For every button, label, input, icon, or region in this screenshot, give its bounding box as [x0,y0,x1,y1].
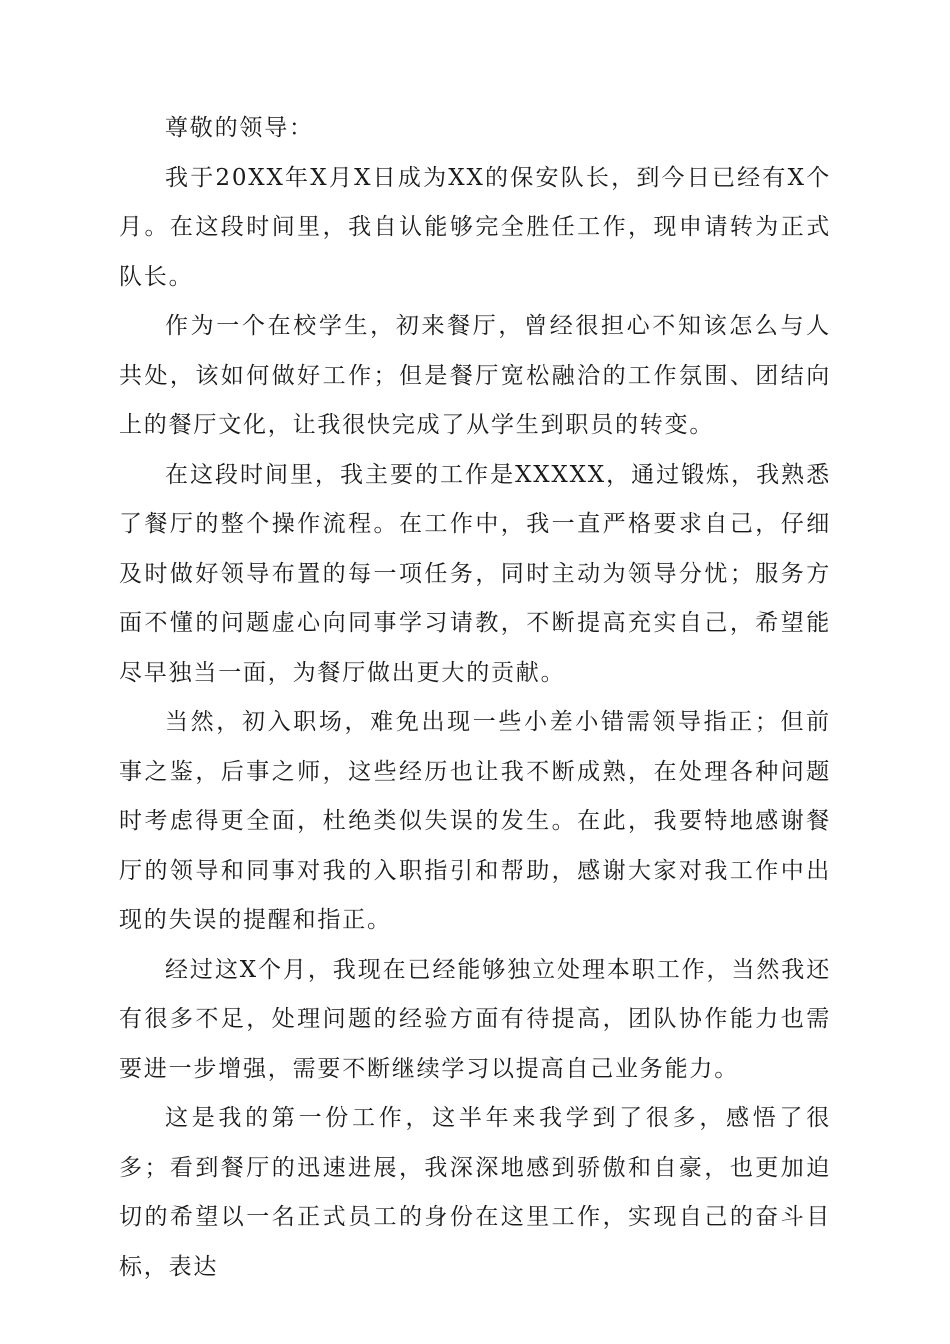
paragraph-3: 在这段时间里，我主要的工作是XXXXX，通过锻炼，我熟悉了餐厅的整个操作流程。在工作中，我一直严格要求自己，仔细及时做好领导布置的每一项任务，同时主动为领导分忧；服务方面不懂的问题虚心向同事学习请教，不断提高充实自己，希望能尽早独当一面，为餐厅做出更大的贡献。 [119,461,831,686]
paragraph-5: 经过这X个月，我现在已经能够独立处理本职工作，当然我还有很多不足，处理问题的经验方面有待提高，团队协作能力也需要进一步增强，需要不断继续学习以提高自己业务能力。 [119,956,831,1082]
paragraph-4: 当然，初入职场，难免出现一些小差小错需领导指正；但前事之鉴，后事之师，这些经历也让我不断成熟，在处理各种问题时考虑得更全面，杜绝类似失误的发生。在此，我要特地感谢餐厅的领导和同事对我的入职指引和帮助，感谢大家对我工作中出现的失误的提醒和指正。 [119,709,831,933]
salutation: 尊敬的领导： [165,115,314,141]
paragraph-6: 这是我的第一份工作，这半年来我学到了很多，感悟了很多；看到餐厅的迅速进展，我深深地感到骄傲和自豪，也更加迫切的希望以一名正式员工的身份在这里工作，实现自己的奋斗目标，表达 [119,1105,831,1280]
paragraph-2: 作为一个在校学生，初来餐厅，曾经很担心不知该怎么与人共处，该如何做好工作；但是餐厅宽松融洽的工作氛围、团结向上的餐厅文化，让我很快完成了从学生到职员的转变。 [119,313,831,438]
paragraph-1: 我于20XX年X月X日成为XX的保安队长，到今日已经有X个月。在这段时间里，我自认能够完全胜任工作，现申请转为正式队长。 [119,164,831,290]
letter-body [119,104,831,1292]
